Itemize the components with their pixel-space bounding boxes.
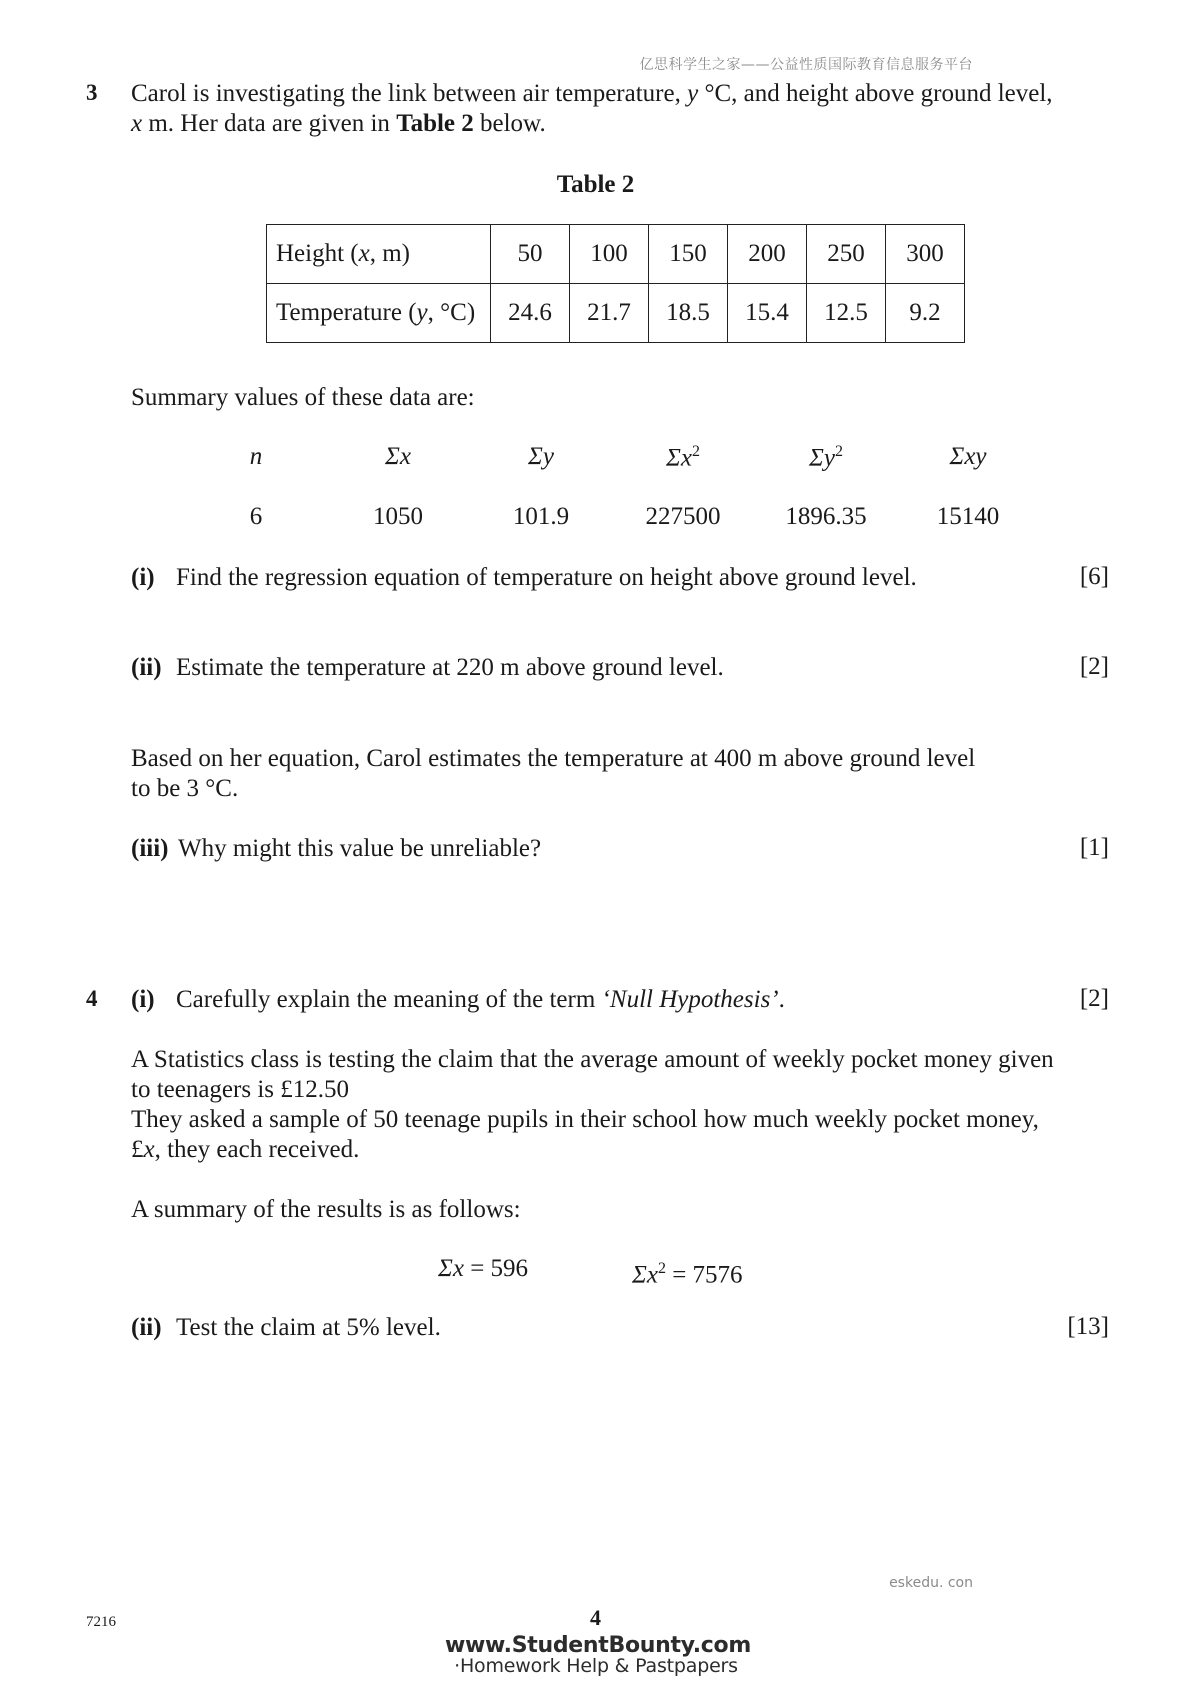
q3-intro-line-1 <box>131 79 1053 109</box>
q3-var-y: y <box>687 80 699 107</box>
q3-part-i <box>131 563 917 593</box>
summary-label-n: n <box>249 443 263 470</box>
summary-value: 1050 <box>373 503 423 530</box>
q3-part-iii-marks: [1] <box>1079 834 1109 861</box>
footer-site-note: eskedu. con <box>889 1575 973 1591</box>
q3-table-ref: Table 2 <box>396 110 474 137</box>
question-4-number: 4 <box>86 986 98 1011</box>
summary-label-sum-x: Σx <box>385 443 411 470</box>
part-label: (iii) <box>131 835 169 862</box>
q3-intro-text-b: °C, and height above ground level, <box>698 80 1053 107</box>
part-label: (ii) <box>131 654 162 681</box>
q4-summary-intro: A summary of the results is as follows: <box>131 1196 521 1223</box>
summary-label-sum-xy: Σxy <box>949 443 987 470</box>
q3-intro-text-c: m. Her data are given in <box>142 110 397 137</box>
part-text: Why might this value be unreliable? <box>178 835 542 862</box>
height-cell: 150 <box>649 225 728 284</box>
temperature-cell: 15.4 <box>728 284 807 343</box>
q4-part-i-marks: [2] <box>1079 985 1109 1012</box>
summary-label-sum-x2: $\Sigma x^2$ <box>666 443 700 472</box>
height-cell: 300 <box>886 225 965 284</box>
q4-para-line-1: A Statistics class is testing the claim that the average amount of weekly pocket money given <box>131 1046 1054 1073</box>
height-cell: 100 <box>570 225 649 284</box>
q3-part-ii <box>131 653 724 683</box>
part-text: Estimate the temperature at 220 m above ground level. <box>176 654 724 681</box>
q4-sum-x2: $\Sigma x^2 = 7576$ <box>632 1260 743 1289</box>
q4-part-ii-marks: [13] <box>1067 1313 1109 1340</box>
q4-part-i <box>131 985 785 1015</box>
table-2 <box>266 224 965 343</box>
part-text: Carefully explain the meaning of the term ‘Null Hypothesis’. <box>176 986 785 1013</box>
table-row-height <box>267 225 965 284</box>
page-number: 4 <box>590 1605 601 1630</box>
studentbounty-logo <box>445 1633 751 1677</box>
header-watermark-note: 亿思科学生之家——公益性质国际教育信息服务平台 <box>639 57 973 73</box>
row-header-temperature: Temperature (y, °C) <box>267 284 491 343</box>
q3-intro-text-d: below. <box>473 110 546 137</box>
temperature-cell: 12.5 <box>807 284 886 343</box>
summary-value: 101.9 <box>512 503 570 530</box>
q3-intro-line-2 <box>131 109 546 139</box>
temperature-cell: 21.7 <box>570 284 649 343</box>
summary-value: 227500 <box>645 503 721 530</box>
q3-based-line-1: Based on her equation, Carol estimates the temperature at 400 m above ground level <box>131 745 976 772</box>
part-text: Find the regression equation of temperature on height above ground level. <box>176 564 917 591</box>
logo-line-1: www.StudentBounty.com <box>445 1633 751 1658</box>
question-3-number: 3 <box>86 80 98 105</box>
q4-para-line-2: to teenagers is £12.50 <box>131 1076 350 1103</box>
part-text: Test the claim at 5% level. <box>176 1314 441 1341</box>
q4-para-line-3: They asked a sample of 50 teenage pupils in their school how much weekly pocket money, <box>131 1106 1039 1133</box>
q4-sum-x: Σx = 596 <box>438 1255 529 1282</box>
q3-part-i-marks: [6] <box>1079 563 1109 590</box>
q3-part-iii <box>131 834 542 864</box>
height-cell: 50 <box>491 225 570 284</box>
summary-value: 1896.35 <box>785 503 867 530</box>
q4-part-ii <box>131 1313 441 1343</box>
part-label: (ii) <box>131 1314 162 1341</box>
temperature-cell: 9.2 <box>886 284 965 343</box>
q3-part-ii-marks: [2] <box>1079 653 1109 680</box>
table-row-temperature <box>267 284 965 343</box>
q4-para-line-4: £x, they each received. <box>131 1136 360 1163</box>
q3-var-x: x <box>131 110 143 137</box>
summary-labels-row <box>0 443 1191 473</box>
part-label: (i) <box>131 564 155 591</box>
summary-label-sum-y: Σy <box>528 443 554 470</box>
logo-line-2: ·Homework Help & Pastpapers <box>454 1655 738 1677</box>
summary-label-sum-y2: $\Sigma y^2$ <box>809 443 843 472</box>
row-header-height: Height (x, m) <box>267 225 491 284</box>
height-cell: 250 <box>807 225 886 284</box>
q3-based-line-2: to be 3 °C. <box>131 775 239 802</box>
summary-values-row <box>0 503 1191 533</box>
summary-value: 15140 <box>936 503 1000 530</box>
paper-code: 7216 <box>86 1614 116 1630</box>
height-cell: 200 <box>728 225 807 284</box>
q3-summary-intro: Summary values of these data are: <box>131 384 475 411</box>
q3-intro-text-a: Carol is investigating the link between air temperature, <box>131 80 688 107</box>
part-label: (i) <box>131 986 155 1013</box>
temperature-cell: 18.5 <box>649 284 728 343</box>
summary-value: 6 <box>249 503 263 530</box>
temperature-cell: 24.6 <box>491 284 570 343</box>
table-2-title: Table 2 <box>556 171 635 198</box>
